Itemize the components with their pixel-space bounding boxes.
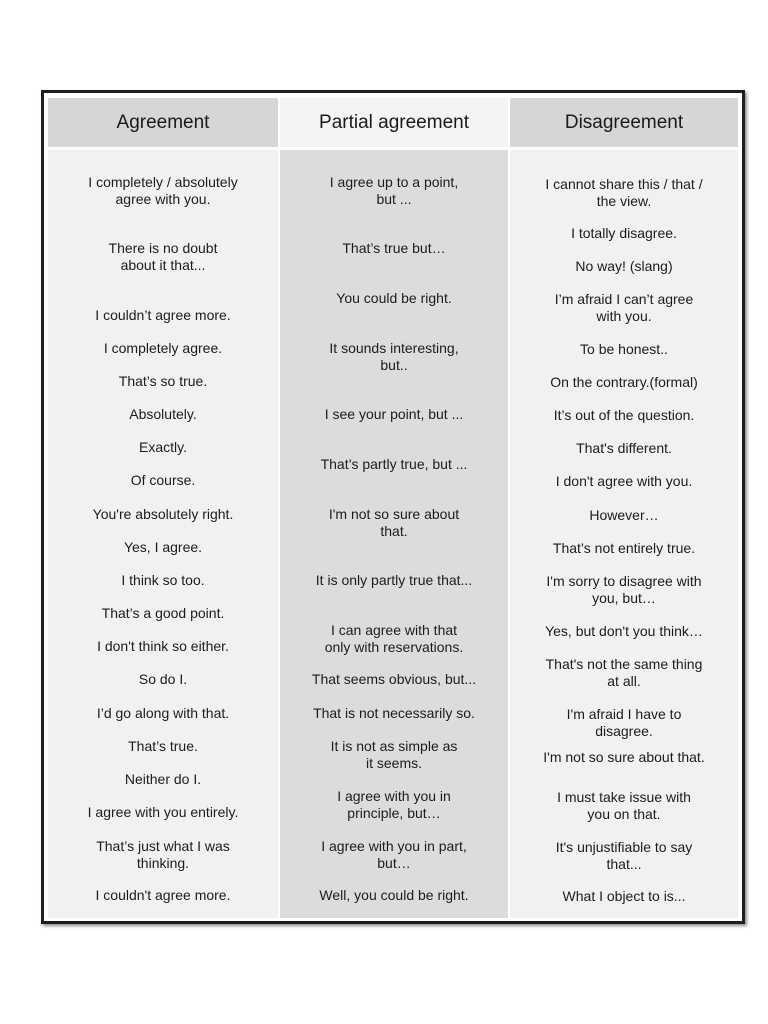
phrase-agree-15: I’d go along with that. bbox=[96, 705, 230, 721]
phrase-disagree-3: No way! (slang) bbox=[575, 258, 673, 274]
phrase-partial-7: I'm not so sure about that. bbox=[328, 506, 460, 539]
phrase-disagree-6: On the contrary.(formal) bbox=[550, 374, 698, 390]
phrase-disagree-12: I'm sorry to disagree with you, but… bbox=[546, 573, 702, 606]
phrase-agree-16: That’s true. bbox=[128, 738, 198, 754]
phrase-agree-18: I agree with you entirely. bbox=[87, 804, 239, 820]
phrase-partial-3: You could be right. bbox=[336, 290, 452, 306]
phrase-agree-8: Of course. bbox=[130, 472, 196, 488]
column-body-agreement bbox=[48, 150, 278, 918]
phrase-partial-10: That seems obvious, but... bbox=[311, 671, 477, 687]
phrase-disagree-9: I don't agree with you. bbox=[555, 473, 693, 489]
phrase-agree-2: There is no doubt about it that... bbox=[108, 240, 218, 273]
phrase-agree-12: That’s a good point. bbox=[101, 605, 225, 621]
phrase-agree-20: I couldn't agree more. bbox=[95, 887, 231, 903]
phrase-agree-3: I couldn’t agree more. bbox=[95, 307, 231, 323]
phrase-partial-2: That’s true but… bbox=[342, 240, 446, 256]
phrase-partial-13: I agree with you in principle, but… bbox=[337, 788, 451, 821]
column-body-partial-agreement bbox=[280, 150, 508, 918]
column-header-agreement: Agreement bbox=[48, 98, 278, 150]
phrase-disagree-17: I must take issue with you on that. bbox=[557, 789, 691, 822]
column-header-disagreement: Disagreement bbox=[510, 98, 738, 150]
column-body-disagreement bbox=[510, 150, 738, 918]
phrase-partial-5: I see your point, but ... bbox=[324, 406, 464, 422]
phrase-disagree-1: I cannot share this / that / the view. bbox=[545, 176, 703, 209]
phrases-table bbox=[41, 90, 745, 924]
phrase-agree-17: Neither do I. bbox=[124, 771, 202, 787]
phrase-disagree-19: What I object to is... bbox=[562, 888, 686, 904]
phrase-disagree-16: I'm not so sure about that. bbox=[543, 749, 705, 765]
phrase-agree-11: I think so too. bbox=[121, 572, 205, 588]
phrase-agree-13: I don't think so either. bbox=[97, 638, 229, 654]
phrase-disagree-8: That's different. bbox=[576, 440, 672, 456]
phrase-disagree-14: That's not the same thing at all. bbox=[545, 656, 703, 689]
phrase-disagree-13: Yes, but don't you think… bbox=[545, 623, 703, 639]
phrase-agree-14: So do I. bbox=[138, 671, 188, 687]
phrase-partial-12: It is not as simple as it seems. bbox=[330, 738, 458, 771]
phrase-partial-6: That’s partly true, but ... bbox=[320, 456, 468, 472]
phrase-disagree-18: It's unjustifiable to say that... bbox=[555, 839, 693, 872]
phrase-partial-11: That is not necessarily so. bbox=[313, 705, 475, 721]
phrase-disagree-11: That’s not entirely true. bbox=[552, 540, 696, 556]
phrase-agree-5: That’s so true. bbox=[118, 373, 208, 389]
phrase-agree-6: Absolutely. bbox=[129, 406, 197, 422]
phrase-disagree-7: It’s out of the question. bbox=[553, 407, 695, 423]
phrase-agree-4: I completely agree. bbox=[103, 340, 223, 356]
column-disagreement bbox=[508, 98, 738, 918]
phrase-agree-10: Yes, I agree. bbox=[123, 539, 203, 555]
phrase-agree-9: You're absolutely right. bbox=[92, 506, 234, 522]
phrase-partial-1: I agree up to a point, but ... bbox=[329, 174, 459, 207]
phrase-disagree-2: I totally disagree. bbox=[571, 225, 677, 241]
phrase-agree-19: That’s just what I was thinking. bbox=[96, 838, 230, 871]
column-partial-agreement bbox=[278, 98, 508, 918]
phrase-partial-8: It is only partly true that... bbox=[315, 572, 473, 588]
phrase-agree-7: Exactly. bbox=[139, 439, 187, 455]
column-agreement bbox=[48, 98, 278, 918]
phrase-partial-9: I can agree with that only with reservations. bbox=[324, 622, 464, 655]
phrase-agree-1: I completely / absolutely agree with you. bbox=[88, 174, 238, 207]
column-header-partial-agreement: Partial agreement bbox=[280, 98, 508, 150]
phrase-disagree-10: However… bbox=[589, 507, 659, 523]
phrase-partial-14: I agree with you in part, but… bbox=[321, 838, 467, 871]
phrase-partial-15: Well, you could be right. bbox=[319, 887, 469, 903]
phrase-disagree-4: I’m afraid I can’t agree with you. bbox=[554, 291, 694, 324]
phrase-partial-4: It sounds interesting, but.. bbox=[329, 340, 459, 373]
table-inner bbox=[48, 98, 738, 918]
phrase-disagree-5: To be honest.. bbox=[580, 341, 668, 357]
phrase-disagree-15: I'm afraid I have to disagree. bbox=[566, 706, 682, 739]
